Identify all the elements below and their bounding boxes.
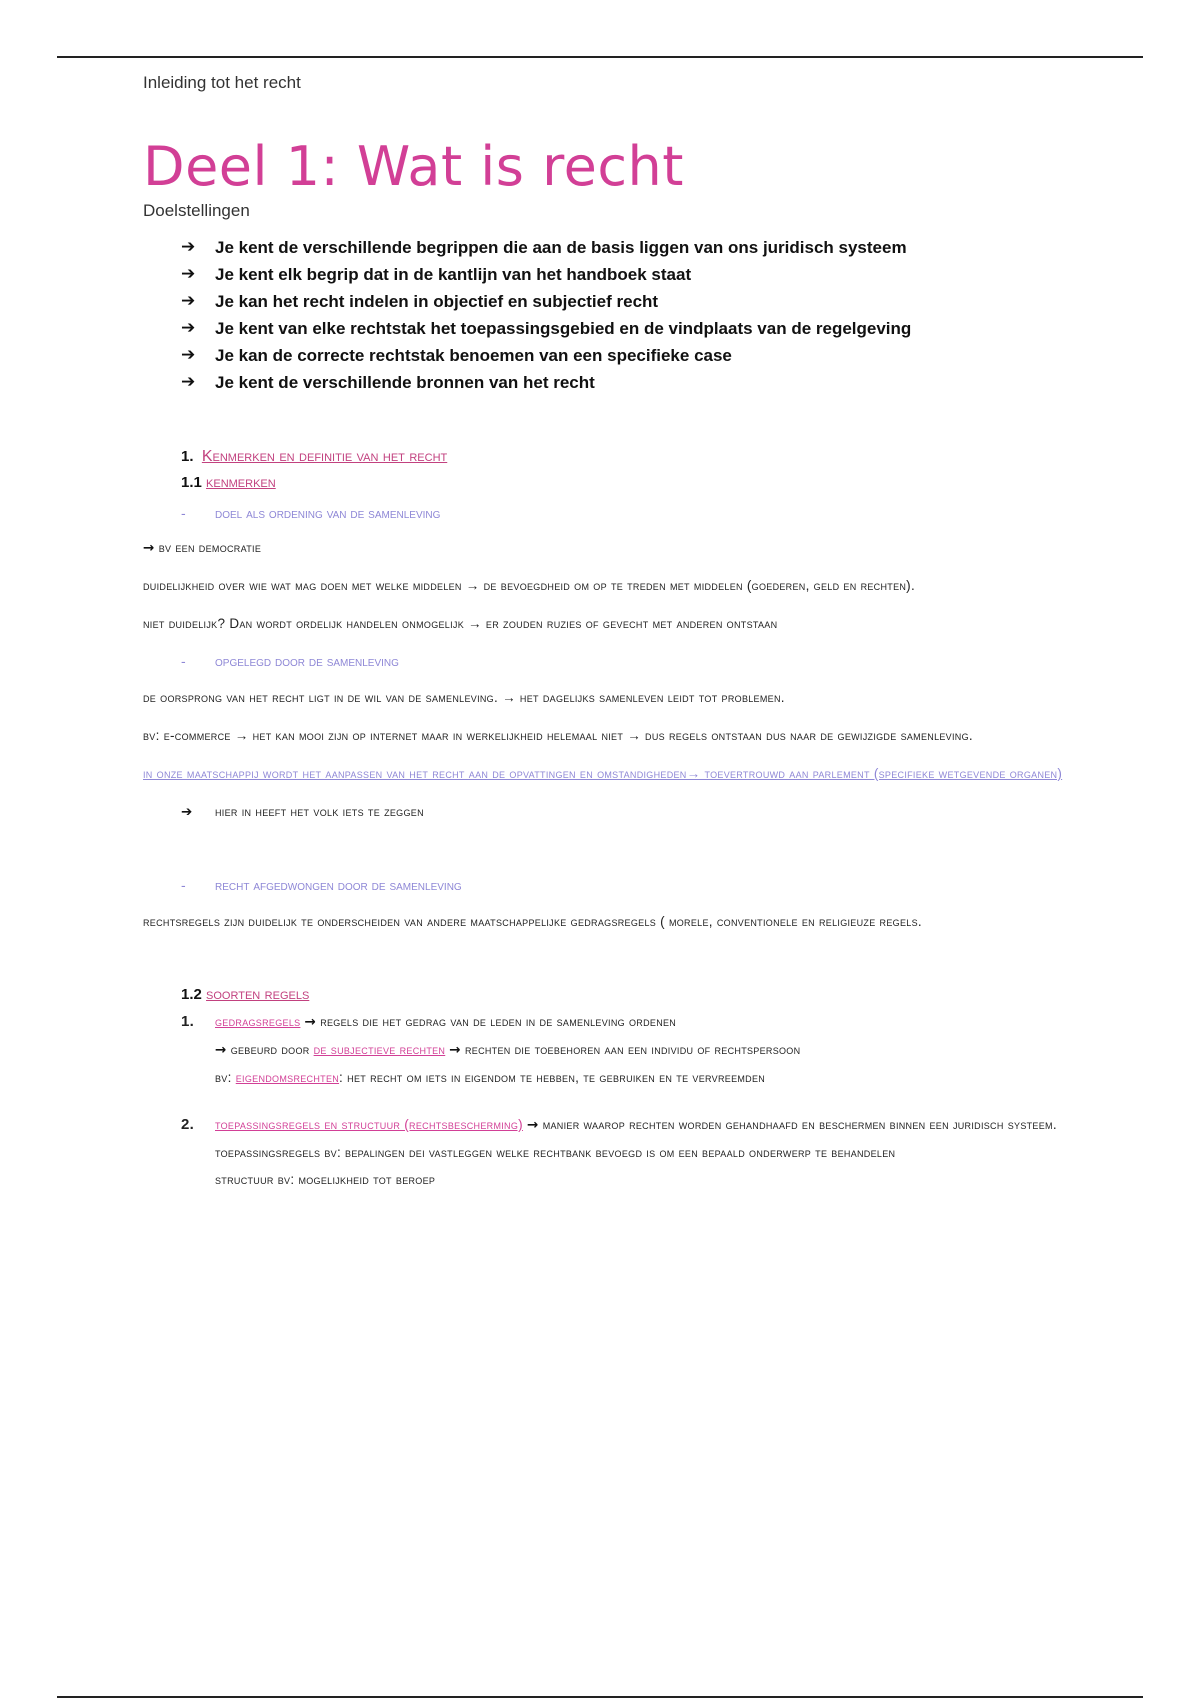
- paragraph: de oorsprong van het recht ligt in de wil van de samenleving. → het dagelijks samenleven leidt tot problemen.: [143, 690, 785, 705]
- subsection-heading-label: kenmerken: [206, 474, 276, 491]
- arrow-icon: →: [304, 1014, 317, 1030]
- arrow-icon: →: [449, 1042, 461, 1058]
- rule-item-2-structure: structuur bv: mogelijkheid tot beroep: [215, 1172, 436, 1187]
- paragraph: bv: e-commerce → het kan mooi zijn op internet maar in werkelijkheid helemaal niet → dus regels ontstaan dus naar de gewijzigde samenleving.: [143, 728, 973, 743]
- arrow-icon: ➔: [181, 372, 196, 392]
- arrow-icon: ➔: [181, 264, 196, 284]
- paragraph: rechtsregels zijn duidelijk te onderscheiden van andere maatschappelijke gedragsregels ( morele, conventionele en religieuze regels.: [143, 914, 922, 929]
- list-item: ➔ Je kent van elke rechtstak het toepassingsgebied en de vindplaats van de regelgeving: [181, 315, 1063, 342]
- section-heading-1: 1. Kenmerken en definitie van het recht: [181, 448, 448, 465]
- top-rule: [57, 56, 1143, 58]
- arrow-icon: →: [215, 1042, 227, 1058]
- list-item: ➔ Je kent de verschillende bronnen van het recht: [181, 369, 1063, 396]
- rule-item-2: 2. toepassingsregels en structuur (rechtsbescherming) → manier waarop rechten worden gehandhaafd en beschermen binnen een juridisch systeem.: [181, 1116, 1057, 1133]
- arrow-icon: ➔: [181, 318, 196, 338]
- gedragsregels-link[interactable]: gedragsregels: [215, 1014, 301, 1029]
- subjectieve-rechten-link[interactable]: de subjectieve rechten: [313, 1042, 446, 1057]
- section-heading-label: Kenmerken en definitie van het recht: [201, 448, 448, 465]
- arrow-icon: ➔: [181, 291, 196, 311]
- arrow-icon: →: [143, 540, 155, 556]
- running-header: Inleiding tot het recht: [143, 73, 301, 92]
- subtitle: Doelstellingen: [143, 201, 250, 220]
- list-item: ➔ Je kan de correcte rechtstak benoemen van een specifieke case: [181, 342, 1063, 369]
- rule-item-2-detail: toepassingsregels bv: bepalingen dei vastleggen welke rechtbank bevoegd is om een bepaald onderwerp te behandelen: [215, 1145, 896, 1160]
- paragraph: duidelijkheid over wie wat mag doen met welke middelen → de bevoegdheid om op te treden met middelen (goederen, geld en rechten).: [143, 578, 916, 593]
- document-page: [143, 68, 1063, 1193]
- list-item: ➔ Je kent de verschillende begrippen die aan de basis liggen van ons juridisch systeem: [181, 234, 1063, 261]
- list-item: ➔ Je kan het recht indelen in objectief en subjectief recht: [181, 288, 1063, 315]
- dash-item-opgelegd: - opgelegd door de samenleving: [181, 653, 399, 669]
- toepassingsregels-link[interactable]: toepassingsregels en structuur (rechtsbescherming): [215, 1117, 523, 1132]
- rule-item-1-example: bv: eigendomsrechten: het recht om iets in eigendom te hebben, te gebruiken en te vervreemden: [215, 1070, 766, 1085]
- arrow-line: ➔ hier in heeft het volk iets te zeggen: [143, 798, 1063, 826]
- list-item: ➔ Je kent elk begrip dat in de kantlijn van het handboek staat: [181, 261, 1063, 288]
- arrow-icon: ➔: [181, 345, 196, 365]
- arrow-icon: →: [527, 1117, 539, 1133]
- dash-item-afgedwongen: - recht afgedwongen door de samenleving: [181, 877, 462, 893]
- rule-item-1: 1. gedragsregels → regels die het gedrag van de leden in de samenleving ordenen: [181, 1013, 677, 1030]
- paragraph: niet duidelijk? Dan wordt ordelijk handelen onmogelijk → er zouden ruzies of gevecht met anderen ontstaan: [143, 616, 778, 631]
- arrow-paragraph: → bv een democratie: [143, 540, 262, 556]
- page-title: Deel 1: Wat is recht: [143, 135, 684, 198]
- eigendomsrechten-link[interactable]: eigendomsrechten: [235, 1070, 340, 1085]
- rule-item-1-detail: → gebeurd door de subjectieve rechten → rechten die toebehoren aan een individu of rechtspersoon: [215, 1042, 801, 1058]
- subsection-heading-1-1: 1.1 kenmerken: [181, 474, 276, 491]
- arrow-icon: ➔: [181, 237, 196, 257]
- linked-paragraph[interactable]: in onze maatschappij wordt het aanpassen van het recht aan de opvattingen en omstandigheden→ toevertrouwd aan parlement (specifieke wetgevende organen): [143, 766, 1063, 781]
- goals-list: [143, 234, 1063, 396]
- arrow-icon: ➔: [181, 804, 193, 820]
- subsection-heading-1-2: 1.2 soorten regels: [181, 986, 310, 1003]
- bottom-rule: [57, 1696, 1143, 1698]
- subsection-heading-label: soorten regels: [206, 986, 310, 1003]
- dash-item-ordening: - doel als ordening van de samenleving: [181, 505, 441, 521]
